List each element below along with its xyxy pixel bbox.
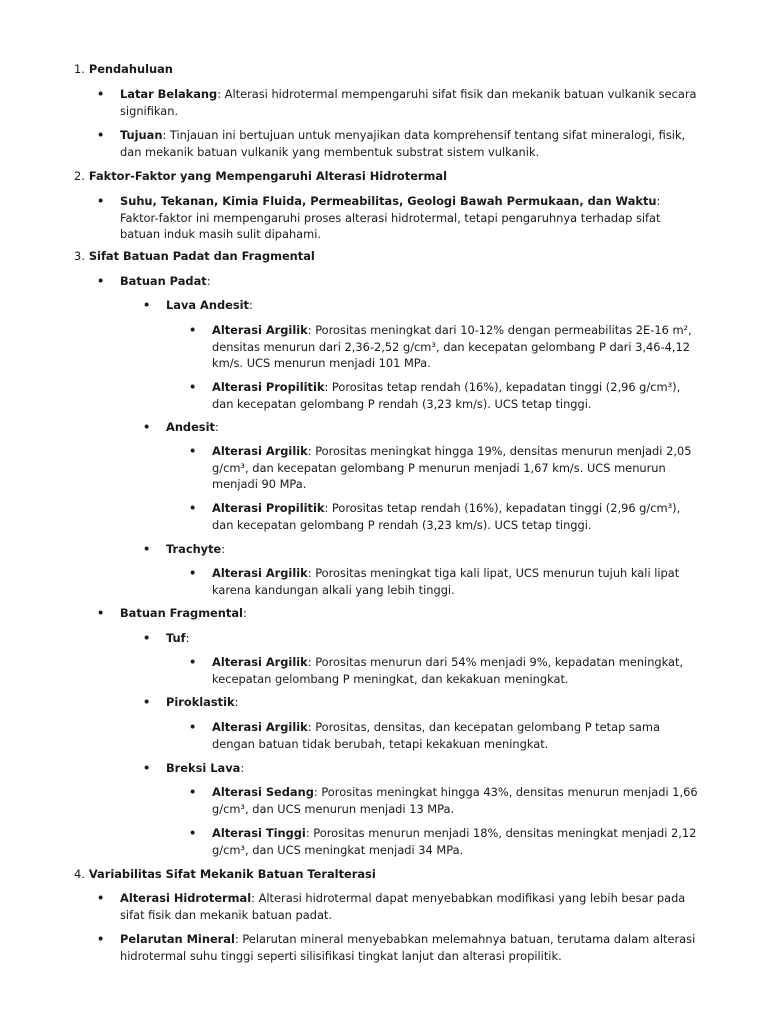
item-text: : Alterasi hidrotermal mempengaruhi sifat fisik dan mekanik batuan vulkanik secara signifikan. — [120, 87, 697, 118]
item-label: Alterasi Argilik — [212, 566, 308, 580]
bullet-icon: • — [97, 274, 105, 288]
item-label: Alterasi Argilik — [212, 444, 308, 458]
section-2-heading: Faktor-Faktor yang Mempengaruhi Alterasi Hidrotermal — [88, 169, 447, 183]
item-label: Andesit — [166, 420, 215, 434]
list-item-breksi-lava — [143, 760, 686, 777]
item-text: : Pelarutan mineral menyebabkan melemahnya batuan, terutama dalam alterasi hidrotermal suhu tinggi seperti silisifikasi tingkat lanjut dan alterasi propilitik. — [120, 932, 696, 963]
item-label: Breksi Lava — [166, 761, 241, 775]
list-item-andesit-propilitik — [189, 500, 698, 533]
section-1-number: 1. — [74, 62, 85, 76]
bullet-icon: • — [189, 501, 197, 515]
list-item-lava-andesit-propilitik — [189, 379, 698, 412]
list-item-pelarutan-mineral — [97, 931, 700, 964]
list-item-piroklastik-argilik — [189, 719, 698, 752]
list-item-piroklastik — [143, 694, 686, 711]
bullet-icon: • — [97, 87, 105, 101]
item-label: Tuf — [166, 631, 186, 645]
section-4-number: 4. — [74, 867, 85, 881]
item-text: : Porositas tetap rendah (16%), kepadatan tinggi (2,96 g/cm³), dan kecepatan gelombang P rendah (3,23 km/s). UCS tetap tinggi. — [212, 380, 681, 411]
bullet-icon: • — [143, 542, 151, 556]
section-3-heading: Sifat Batuan Padat dan Fragmental — [88, 249, 315, 263]
list-item-latar-belakang — [97, 86, 700, 119]
bullet-icon: • — [189, 380, 197, 394]
item-label: Alterasi Tinggi — [212, 826, 306, 840]
item-text: : Porositas, densitas, dan kecepatan gelombang P tetap sama dengan batuan tidak berubah, tetapi kekakuan meningkat. — [212, 720, 660, 751]
list-item-lava-andesit — [143, 297, 686, 314]
item-label: Pelarutan Mineral — [120, 932, 235, 946]
item-suffix: : — [221, 542, 226, 556]
item-label: Alterasi Propilitik — [212, 501, 325, 515]
item-label: Batuan Fragmental — [120, 606, 243, 620]
item-label: Suhu, Tekanan, Kimia Fluida, Permeabilitas, Geologi Bawah Permukaan, dan Waktu — [120, 194, 657, 208]
list-item-breksi-sedang — [189, 784, 698, 817]
list-item-andesit — [143, 419, 686, 436]
item-label: Batuan Padat — [120, 274, 207, 288]
section-1-heading: Pendahuluan — [88, 62, 173, 76]
section-4-heading: Variabilitas Sifat Mekanik Batuan Teralterasi — [88, 867, 376, 881]
item-text: : Alterasi hidrotermal dapat menyebabkan modifikasi yang lebih besar pada sifat fisik dan mekanik batuan padat. — [120, 891, 686, 922]
bullet-icon: • — [97, 128, 105, 142]
list-item-alterasi-hidrotermal — [97, 890, 700, 923]
item-label: Lava Andesit — [166, 298, 249, 312]
item-text: : Porositas tetap rendah (16%), kepadatan tinggi (2,96 g/cm³), dan kecepatan gelombang P rendah (3,23 km/s). UCS tetap tinggi. — [212, 501, 681, 532]
item-label: Alterasi Sedang — [212, 785, 314, 799]
section-3-number: 3. — [74, 249, 85, 263]
item-text: : Porositas meningkat hingga 43%, densitas menurun menjadi 1,66 g/cm³, dan UCS menurun menjadi 13 MPa. — [212, 785, 698, 816]
section-2-number: 2. — [74, 169, 85, 183]
list-item-trachyte — [143, 541, 686, 558]
item-label: Alterasi Argilik — [212, 720, 308, 734]
item-text: : Porositas meningkat tiga kali lipat, UCS menurun tujuh kali lipat karena kandungan alkali yang lebih tinggi. — [212, 566, 680, 597]
bullet-icon: • — [189, 566, 197, 580]
bullet-icon: • — [189, 323, 197, 337]
section-2-title — [74, 168, 447, 185]
item-text: : Porositas menurun dari 54% menjadi 9%, kepadatan meningkat, kecepatan gelombang P meningkat, dan kekakuan meningkat. — [212, 655, 684, 686]
item-label: Alterasi Hidrotermal — [120, 891, 252, 905]
list-item-lava-andesit-argilik — [189, 322, 698, 372]
list-item-tuf-argilik — [189, 654, 698, 687]
list-item-trachyte-argilik — [189, 565, 698, 598]
item-label: Alterasi Argilik — [212, 323, 308, 337]
bullet-icon: • — [143, 298, 151, 312]
bullet-icon: • — [143, 761, 151, 775]
bullet-icon: • — [97, 932, 105, 946]
bullet-icon: • — [97, 606, 105, 620]
item-text: : Porositas meningkat hingga 19%, densitas menurun menjadi 2,05 g/cm³, dan kecepatan gelombang P menurun menjadi 1,67 km/s. UCS menurun menjadi 90 MPa. — [212, 444, 692, 491]
item-suffix: : — [185, 631, 190, 645]
bullet-icon: • — [143, 695, 151, 709]
list-item-batuan-padat — [97, 273, 700, 290]
item-label: Piroklastik — [166, 695, 235, 709]
section-4-title — [74, 866, 376, 883]
item-text: : Tinjauan ini bertujuan untuk menyajikan data komprehensif tentang sifat mineralogi, fisik, dan mekanik batuan vulkanik yang membentuk substrat sistem vulkanik. — [120, 128, 686, 159]
list-item-breksi-tinggi — [189, 825, 698, 858]
section-1-title — [74, 61, 173, 78]
item-text: : Porositas meningkat dari 10-12% dengan permeabilitas 2E-16 m², densitas menurun dari 2,36-2,52 g/cm³, dan kecepatan gelombang P dari 3,46-4,12 km/s. UCS menurun menjadi 101 MPa. — [212, 323, 692, 370]
item-suffix: : — [240, 761, 245, 775]
list-item-batuan-fragmental — [97, 605, 700, 622]
item-label: Trachyte — [166, 542, 222, 556]
item-label: Latar Belakang — [120, 87, 218, 101]
list-item-andesit-argilik — [189, 443, 698, 493]
item-suffix: : — [248, 298, 253, 312]
bullet-icon: • — [143, 631, 151, 645]
item-label: Tujuan — [120, 128, 163, 142]
item-suffix: : — [234, 695, 239, 709]
bullet-icon: • — [189, 826, 197, 840]
bullet-icon: • — [189, 655, 197, 669]
list-item-faktor — [97, 193, 700, 243]
bullet-icon: • — [189, 444, 197, 458]
item-suffix: : — [242, 606, 247, 620]
section-3-title — [74, 248, 315, 265]
list-item-tuf — [143, 630, 686, 647]
item-suffix: : — [214, 420, 219, 434]
bullet-icon: • — [189, 720, 197, 734]
item-text: : Porositas menurun menjadi 18%, densitas meningkat menjadi 2,12 g/cm³, dan UCS meningkat menjadi 34 MPa. — [212, 826, 697, 857]
item-text: : Faktor-faktor ini mempengaruhi proses alterasi hidrotermal, tetapi pengaruhnya terhadap sifat batuan induk masih sulit dipahami. — [120, 194, 661, 241]
bullet-icon: • — [97, 891, 105, 905]
item-label: Alterasi Propilitik — [212, 380, 325, 394]
list-item-tujuan — [97, 127, 700, 160]
bullet-icon: • — [189, 785, 197, 799]
item-label: Alterasi Argilik — [212, 655, 308, 669]
item-suffix: : — [206, 274, 211, 288]
bullet-icon: • — [143, 420, 151, 434]
bullet-icon: • — [97, 194, 105, 208]
